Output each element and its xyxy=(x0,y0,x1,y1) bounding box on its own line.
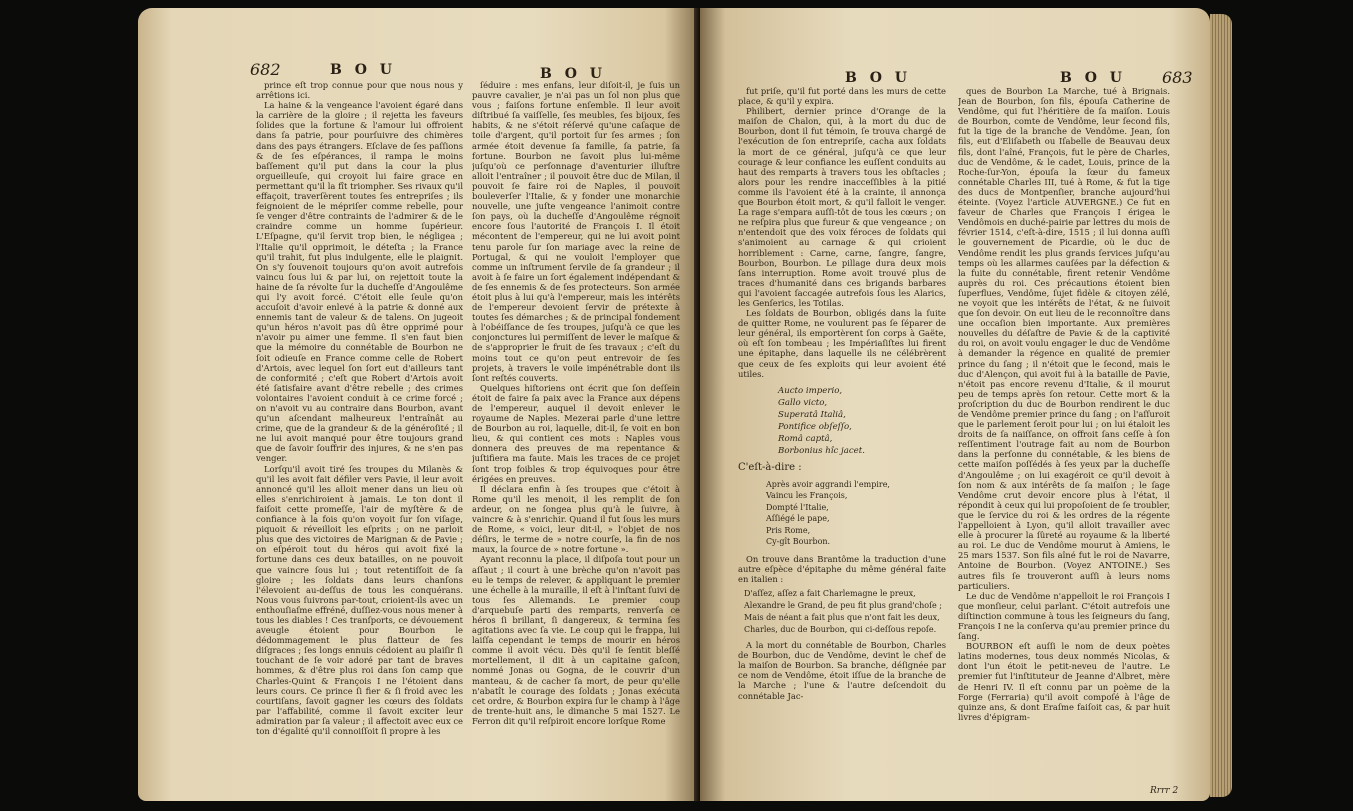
paragraph: A la mort du connétable de Bourbon, Charles de Bourbon, duc de Vendôme, devint le chef de la maiſon de Bourbon. Sa branche, déſignée par ce nom de Vendôme, étoit iſſue de la branche de la Marche ; l'une & l'autre deſcendoit du connétable Jac- xyxy=(738,640,946,701)
left-running-head-2: B O U xyxy=(540,66,606,82)
left-column-1 xyxy=(256,80,463,780)
right-running-head-2: B O U xyxy=(1060,70,1126,86)
paragraph: BOURBON eſt auſſi le nom de deux poètes latins modernes, tous deux nommés Nicolas, & dont l'un étoit le petit-neveu de l'autre. Le premier fut l'inſtituteur de Jeanne d'Albret, mère de Henri IV. Il eſt connu par un poème de la Forge (Ferraria) qu'il avoit compoſé à l'âge de quinze ans, & dont Eraſme faiſoit cas, & par huit livres d'épigram- xyxy=(958,641,1170,722)
paragraph: On trouve dans Brantôme la traduction d'une autre eſpèce d'épitaphe du même général faite en italien : xyxy=(738,553,946,584)
epitaph-line: Charles, duc de Bourbon, qui ci-deſſous repoſe. xyxy=(744,625,937,635)
epitaph-line: Après avoir aggrandi l'empire, xyxy=(766,479,890,489)
latin-epitaph xyxy=(778,385,946,457)
epitaph-line: Gallo victo, xyxy=(778,397,828,408)
paragraph: Lorſqu'il avoit tiré ſes troupes du Milanès & qu'il les avoit fait défiler vers Pavie, il leur avoit annoncé qu'il les alloit mener dans un lieu où elles s'enrichiroient à jamais. Le ton dont il faiſoit cette promeſſe, l'air de myſtère & de confiance à la fois qu'on voyoit ſur ſon viſage, piquoit & réveilloit les eſprits ; on ne parloit plus que des victoires de Marignan & de Pavie ; on eſpéroit tout du héros qui avoit fixé la fortune dans ces deux batailles, on ne pouvoit que vaincre ſous lui ; tout retentiſſoit de ſa gloire ; les ſoldats dans leurs chanſons l'élevoient au-deſſus de tous les conquérans. Nous vous ſuivrons par-tout, crioient-ils avec un enthouſiaſme effréné, duſſiez-vous nous mener à tous les diables ! Ces tranſports, ce dévouement aveugle étoient pour Bourbon le dédommagement le plus flatteur de ſes diſgraces ; ſes longs ennuis cédoient au plaiſir ſi touchant de ſe voir adoré par tant de braves hommes, & d'être plus roi dans ſon camp que Charles-Quint & François I ne l'étoient dans leurs cours. Ce prince ſi fier & ſi froid avec les courtiſans, ſavoit gagner les cœurs des ſoldats par l'affabilité, comme il ſavoit exciter leur admiration par ſa valeur ; il affectoit avec eux ce ton d'égalité qu'il connoiſſoit ſi propre à les xyxy=(256,463,463,736)
epitaph-line: Alexandre le Grand, de peu fit plus grand'choſe ; xyxy=(744,601,942,611)
right-page-number: 683 xyxy=(1162,68,1193,87)
epitaph-line: Vaincu les François, xyxy=(766,491,848,501)
epitaph-line: Româ captâ, xyxy=(778,433,833,444)
left-page-number: 682 xyxy=(250,60,281,79)
paragraph: Ayant reconnu la place, il diſpoſa tout pour un aſſaut ; il court à une brèche qu'on n'avoit pas eu le temps de relever, & appliquant le premier une échelle à la muraille, il eſt à l'inſtant ſuivi de tous ſes Allemands. Le premier coup d'arquebuſe parti des remparts, renverſa ce héros ſi brillant, ſi dangereux, & termina ſes agitations avec ſa vie. Le coup qui le frappa, lui laiſſa cependant le temps de mourir en héros comme il avoit vécu. Dès qu'il ſe ſentit bleſſé mortellement, il dit à un capitaine gaſcon, nommé Jonas ou Gogna, de le couvrir d'un manteau, & de cacher ſa mort, de peur qu'elle n'abatît le courage des ſoldats ; Jonas exécuta cet ordre, & Bourbon expira ſur le champ à l'âge de trente-huit ans, le dimanche 5 mai 1527. Le Ferron dit qu'il reſpiroit encore lorſque Rome xyxy=(472,554,680,726)
right-running-head: B O U xyxy=(845,70,911,86)
paragraph: Les ſoldats de Bourbon, obligés dans la ſuite de quitter Rome, ne voulurent pas ſe ſéparer de leur général, ils emportèrent ſon corps à Gaëte, où eſt ſon tombeau ; les Impériaſiſtes lui firent une épitaphe, dans laquelle ils ne célébrèrent que ceux de ſes exploits qui leur avoient été utiles. xyxy=(738,308,946,379)
epitaph-line: Pontifice obſeſſo, xyxy=(778,421,852,432)
paragraph: fut priſe, qu'il fut porté dans les murs de cette place, & qu'il y expira. xyxy=(738,86,946,107)
epitaph-line: D'aſſez, aſſez a fait Charlemagne le preux, xyxy=(744,589,916,599)
epitaph-line: Aucto imperio, xyxy=(778,385,843,396)
epitaph-line: Mais de néant a fait plus que n'ont fait les deux, xyxy=(744,613,940,623)
c-est-a-dire-label: C'eſt-à-dire : xyxy=(738,461,802,473)
paragraph: Quelques hiſtoriens ont écrit que ſon deſſein étoit de faire ſa paix avec la France aux dépens de l'empereur, auquel il devoit enlever le royaume de Naples. Mezerai parle d'une lettre de Bourbon au roi, laquelle, dit-il, ſe voit en bon lieu, & qui contient ces mots : Naples vous donnera des preuves de ma repentance & juſtifiera ma faute. Mais les traces de ce projet ſont trop foibles & trop équivoques pour être érigées en preuves. xyxy=(472,382,680,484)
left-column-2 xyxy=(472,80,680,780)
paragraph: prince eſt trop connue pour que nous nous y arrêtions ici. xyxy=(256,80,463,101)
left-running-head: B O U xyxy=(330,62,396,78)
french-epitaph xyxy=(766,479,946,548)
italian-epitaph xyxy=(744,588,946,636)
paragraph: Philibert, dernier prince d'Orange de la maiſon de Chalon, qui, à la mort du duc de Bourbon, dont il fut témoin, ſe trouva chargé de l'exécution de ſon entrepriſe, cacha aux ſoldats la mort de ce général, juſqu'à ce que leur courage & leur confiance les euſſent conduits au haut des remparts à travers tous les obſtacles ; alors pour les rendre inacceſſibles à la pitié comme ils l'avoient été à la crainte, il annonça que Bourbon étoit mort, & qu'il falloit le venger. La rage s'empara auſſi-tôt de tous les cœurs ; on ne reſpira plus que fureur & que vengeance ; on n'entendoit que des voix féroces de ſoldats qui s'animoient au carnage & qui crioient horriblement : Carne, carne, ſangre, ſangre, Bourbon, Bourbon. Le pillage dura deux mois ſans interruption. Rome avoit trouvé plus de traces d'humanité dans ces brigands barbares qui l'avoient ſaccagée autrefois ſous les Alarics, les Genſerics, les Totilas. xyxy=(738,106,946,308)
epitaph-line: Cy-gît Bourbon. xyxy=(766,537,831,547)
epitaph-line: Dompté l'Italie, xyxy=(766,502,829,512)
epitaph-line: Borbonius hîc jacet. xyxy=(778,445,865,456)
paragraph: Il déclara enfin à ſes troupes que c'étoit à Rome qu'il les menoit, il les remplit de ſon ardeur, on ne ſongea plus qu'à le ſuivre, à vaincre & à s'enrichir. Quand il fut ſous les murs de Rome, « voici, leur dit-il, » l'objet de nos déſirs, le terme de » notre courſe, la fin de nos maux, la ſource de » notre fortune ». xyxy=(472,483,680,555)
page-edges xyxy=(1210,14,1232,797)
right-column-1 xyxy=(738,86,946,781)
paragraph: ſéduire : mes enfans, leur diſoit-il, je ſuis un pauvre cavalier, je n'ai pas un ſol non plus que vous ; faiſons fortune enſemble. Il leur avoit diſtribué ſa vaiſſelle, ſes meubles, ſes bijoux, ſes habits, & ne s'étoit réſervé qu'une caſaque de toile d'argent, qu'il portoit ſur ſes armes ; ſon armée étoit devenue ſa famille, ſa patrie, ſa fortune. Bourbon ne ſavoit plus lui-même juſqu'où ce perſonnage d'aventurier illuſtre alloit l'entraîner ; il pouvoit être duc de Milan, il pouvoit ſe faire roi de Naples, il pouvoit bouleverſer l'Italie, & y fonder une monarchie nouvelle, une juſte vengeance l'animoit contre ſon pays, où la ducheſſe d'Angoulême régnoit encore ſous l'autorité de François I. Il étoit mécontent de l'empereur, qui ne lui avoit point tenu parole ſur ſon mariage avec la reine de Portugal, & qui ne vouloit l'employer que comme un inſtrument ſervile de ſa grandeur ; il avoit à ſe faire un ſort également indépendant & de ſes ennemis & de ſes protecteurs. Son armée étoit plus à lui qu'à l'empereur, mais les intérêts de l'empereur devoient ſervir de prétexte à toutes ſes démarches ; & de principal fondement à l'obéiſſance de ſes troupes, juſqu'à ce que les conjonctures lui permiſſent de lever le maſque & de s'approprier le fruit de ſes travaux ; c'eſt du moins tout ce qu'on peut entrevoir de ſes projets, à travers le voile impénétrable dont ils ſont reſtés couverts. xyxy=(472,80,680,383)
paragraph: Le duc de Vendôme n'appelloit le roi François I que monſieur, celui parlant. C'étoit autrefois une diſtinction commune à tous les ſeigneurs du ſang, François I ne la conſerva qu'au premier prince du ſang. xyxy=(958,590,1170,642)
paragraph: ques de Bourbon La Marche, tué à Brignais. Jean de Bourbon, ſon fils, épouſa Catherine de Vendôme, qui fut l'héritière de ſa maiſon. Louis de Bourbon, comte de Vendôme, leur ſecond fils, fut la tige de la branche de Vendôme. Jean, ſon fils, eut d'Eliſabeth ou Iſabelle de Beauvau deux fils, dont l'aîné, François, fut le père de Charles, duc de Vendôme, & le cadet, Louis, prince de la Roche-ſur-Yon, épouſa la ſœur du fameux connétable Charles III, tué à Rome, & fut la tige des ducs de Montpenſier, branche aujourd'hui éteinte. (Voyez l'article AUVERGNE.) Ce fut en faveur de Charles que François I érigea le Vendômois en duché-pairie par lettres du mois de février 1514, c'eſt-à-dire, 1515 ; il lui donna auſſi le gouvernement de Picardie, où le duc de Vendôme rendit les plus grands ſervices juſqu'au temps où les allarmes cauſées par la défection & la fuite du connétable, firent retenir Vendôme auprès du roi. Ces précautions étoient bien ſuperflues, Vendôme, ſujet fidèle & citoyen zélé, ne voyoit que les intérêts de l'état, & ne ſuivoit que ſon devoir. On eut lieu de le reconnoître dans une occaſion bien importante. Aux premières nouvelles du déſaſtre de Pavie & de la captivité du roi, on avoit voulu engager le duc de Vendôme à demander la régence en qualité de premier prince du ſang ; il n'étoit que le ſecond, mais le duc d'Alençon, qui avoit fui à la bataille de Pavie, n'étoit pas encore revenu d'Italie, & il mourut peu de temps après ſon retour. Cette mort & la proſcription du duc de Bourbon rendirent le duc de Vendôme premier prince du ſang ; on l'aſſuroit que le parlement ſeroit pour lui ; on lui étaloit les droits de ſa naiſſance, on offroit ſans ceſſe à ſon reſſentiment l'outrage fait au nom de Bourbon dans la perſonne du connétable, & les biens de cette maiſon poſſédés à ſes yeux par la ducheſſe d'Angoulême ; on lui exagéroit ce qu'il devoit à ſon nom & aux intérêts de ſa maiſon ; le ſage Vendôme crut devoir encore plus à l'état, il répondit à ceux qui lui propoſoient de ſe troubler, que le ſervice du roi & les ordres de la régente l'appelloient à Lyon, qu'il alloit travailler avec elle à procurer la ſûreté au royaume & la liberté au roi. Le duc de Vendôme mourut à Amiens, le 25 mars 1537. Son fils aîné fut le roi de Navarre, Antoine de Bourbon. (Voyez ANTOINE.) Ses autres fils ſe trouveront auſſi à leurs noms particuliers. xyxy=(958,86,1170,591)
right-column-2 xyxy=(958,86,1170,784)
epitaph-line: Aſſiégé le pape, xyxy=(766,514,830,524)
epitaph-line: Pris Rome, xyxy=(766,525,811,535)
epitaph-line: Superatâ Italiâ, xyxy=(778,409,846,420)
signature-mark: Rrrr 2 xyxy=(1150,786,1179,796)
paragraph: La haine & la vengeance l'avoient égaré dans la carrière de la gloire ; il rejetta les faveurs ſolides que la fortune & l'amour lui offroient dans ſa patrie, pour pourſuivre des chimères dans des pays étrangers. Eſclave de ſes paſſions & de ſes eſpérances, il rampa le moins baſſement qu'il put dans la cour la plus orgueilleuſe, qui croyoit lui faire grace en permettant qu'il la fît triompher. Ses rivaux qu'il effaçoit, traverſèrent toutes ſes entrepriſes ; ils feignoient de le mépriſer comme rebelle, pour ſe venger d'être contraints de l'admirer & de le craindre comme un homme ſupérieur. L'Eſpagne, qu'il ſervit trop bien, le négligea ; l'Italie qu'il opprimoit, le déteſta ; la France qu'il trahit, fut plus indulgente, elle le plaignit. On s'y ſouvenoit toujours qu'on avoit autrefois vaincu ſous lui & par lui, on rejettoit toute la haine de ſa révolte ſur la ducheſſe d'Angoulême qui l'y avoit forcé. C'étoit elle ſeule qu'on accuſoit d'avoir enlevé à la patrie & donné aux ennemis tant de valeur & de talens. On jugeoit qu'un héros n'avoit pas dû être opprimé pour n'avoir pu aimer une femme. Il s'en faut bien que la mémoire du connétable de Bourbon ne ſoit odieuſe en France comme celle de Robert d'Artois, avec lequel ſon ſort eut d'ailleurs tant de conformité ; c'eſt que Robert d'Artois avoit été ſatisfaire avant d'être rebelle ; des crimes volontaires l'avoient conduit à ce crime forcé ; on n'avoit vu au contraire dans Bourbon, avant qu'un aſcendant malheureux l'entraînât au crime, que de la grandeur & de la généroſité ; il ne lui avoit manqué pour être toujours grand que de ſavoir ſouffrir des injures, & ne s'en pas venger. xyxy=(256,100,463,464)
